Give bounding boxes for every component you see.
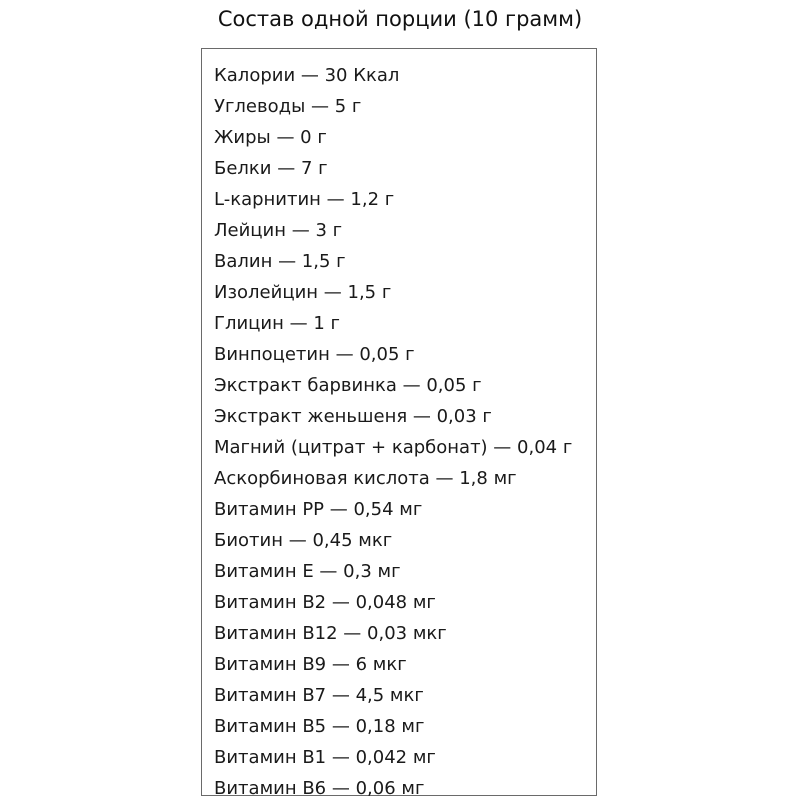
list-item-ginseng-extract: Экстракт женьшеня — 0,03 г <box>214 406 492 427</box>
list-item-periwinkle-extract: Экстракт барвинка — 0,05 г <box>214 375 482 396</box>
list-item-vitamin-b7: Витамин B7 — 4,5 мкг <box>214 685 424 706</box>
list-item-vitamin-b9: Витамин B9 — 6 мкг <box>214 654 407 675</box>
list-item-vitamin-pp: Витамин PP — 0,54 мг <box>214 499 423 520</box>
list-item-calories: Калории — 30 Ккал <box>214 65 400 86</box>
list-item-vitamin-b12: Витамин B12 — 0,03 мкг <box>214 623 447 644</box>
list-item-valine: Валин — 1,5 г <box>214 251 346 272</box>
composition-box <box>201 48 597 799</box>
list-item-vitamin-b2: Витамин B2 — 0,048 мг <box>214 592 436 613</box>
composition-list <box>214 60 590 804</box>
page-title: Состав одной порции (10 грамм) <box>217 7 583 31</box>
list-item-vitamin-b1: Витамин B1 — 0,042 мг <box>214 747 436 768</box>
list-item-carbohydrates: Углеводы — 5 г <box>214 96 362 117</box>
list-item-isoleucine: Изолейцин — 1,5 г <box>214 282 392 303</box>
list-item-vitamin-e: Витамин E — 0,3 мг <box>214 561 401 582</box>
list-item-magnesium: Магний (цитрат + карбонат) — 0,04 г <box>214 437 573 458</box>
list-item-vitamin-b6: Витамин B6 — 0,06 мг <box>214 778 425 799</box>
list-item-glycine: Глицин — 1 г <box>214 313 340 334</box>
list-item-l-carnitine: L-карнитин — 1,2 г <box>214 189 395 210</box>
list-item-leucine: Лейцин — 3 г <box>214 220 343 241</box>
list-item-vitamin-b5: Витамин B5 — 0,18 мг <box>214 716 425 737</box>
list-item-fats: Жиры — 0 г <box>214 127 327 148</box>
list-item-biotin: Биотин — 0,45 мкг <box>214 530 393 551</box>
list-item-ascorbic-acid: Аскорбиновая кислота — 1,8 мг <box>214 468 517 489</box>
list-item-proteins: Белки — 7 г <box>214 158 328 179</box>
list-item-vinpocetine: Винпоцетин — 0,05 г <box>214 344 415 365</box>
